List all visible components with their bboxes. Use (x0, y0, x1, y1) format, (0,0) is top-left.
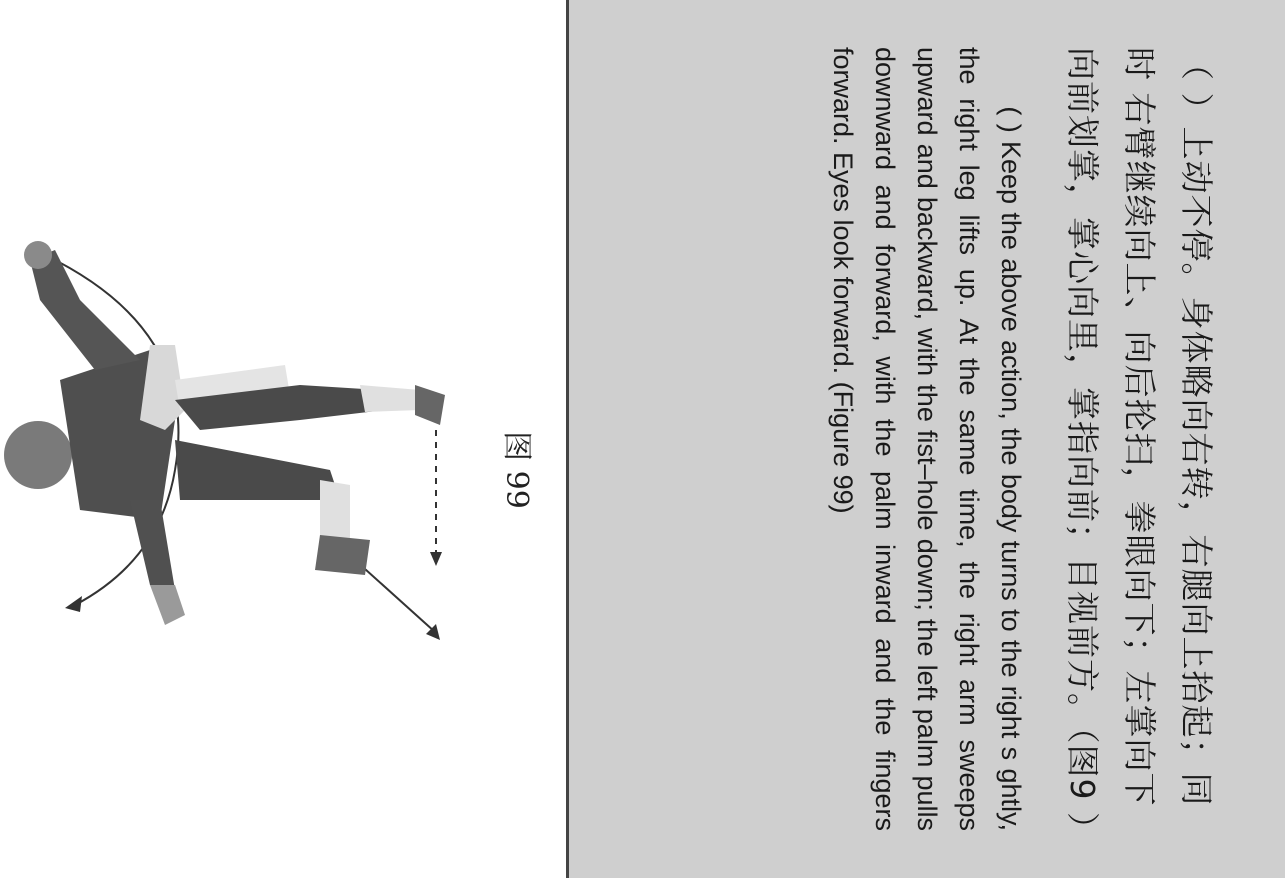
figure-caption (490, 431, 550, 509)
chinese-paragraph: （ ）上动不停。身体略向右转，右腿向上抬起；同时 右臂继续向上、向后抡扫，拳眼向下；左掌向下 向前划掌，掌心向里，掌指向前；目视前方。（图9 ） (1063, 47, 1216, 846)
text-panel (566, 0, 1285, 878)
figure-photo (0, 0, 470, 878)
martial-artist-photo-icon (0, 0, 470, 878)
text-panel-content (607, 19, 1247, 859)
english-paragraph: ( ) Keep the above action, the body turns to the right s ghtly, the right leg lifts up. At the same time, the right arm sweeps upward and backward, with the fist–hole down; the left palm pulls downward and forward, with the palm inward and the fingers forward. Eyes look forward. (Figure 99) (828, 47, 1026, 831)
figure-caption-text: 图 99 (499, 431, 534, 509)
